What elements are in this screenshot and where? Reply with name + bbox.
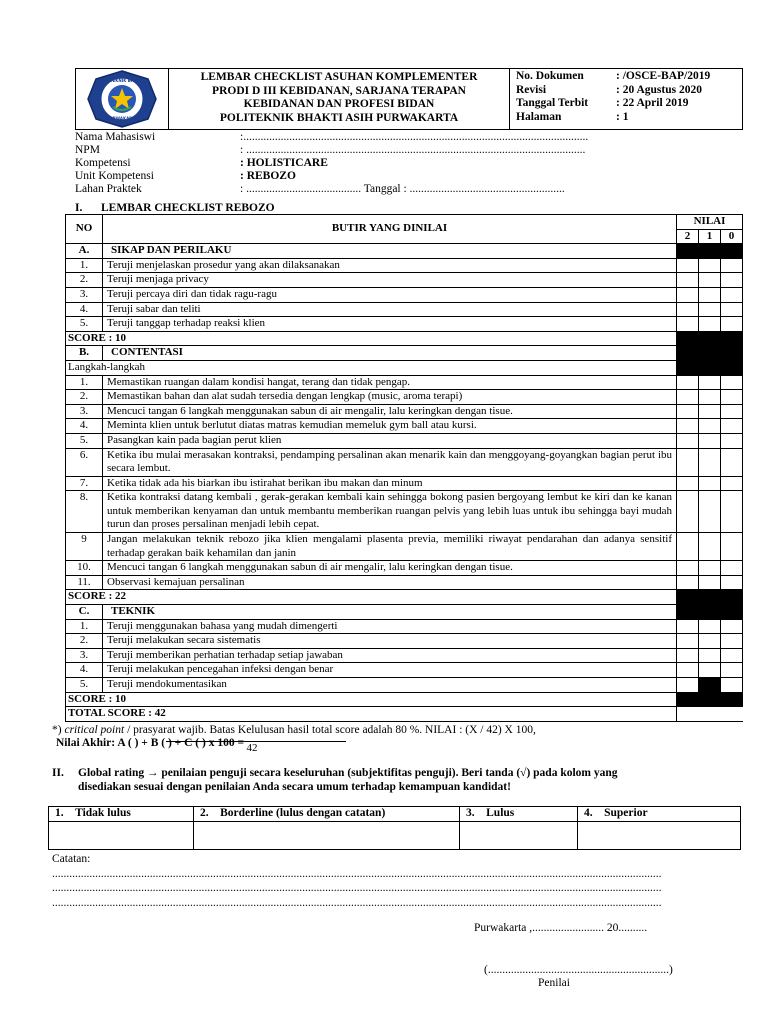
score-cell[interactable] — [677, 491, 699, 533]
meta-value: : /OSCE-BAP/2019 — [616, 70, 711, 82]
section-row — [66, 605, 743, 620]
score-cell[interactable] — [677, 634, 699, 649]
score-cell[interactable] — [721, 258, 743, 273]
score-cell[interactable] — [677, 476, 699, 491]
item-text: Ketika kontraksi datang kembali , gerak-gerakan kembali kain sehingga bokong pasien bergoyang lembut ke kiri dan ke kanan untuk memberikan kenyaman dan untuk membantu memberikan ruangan pelvis yang lebih luas untuk ibu sehingga bayi mudah turun dan proses persalinan menjadi lebih cepat. — [103, 491, 677, 533]
score-cell[interactable] — [721, 575, 743, 590]
col-item-header: BUTIR YANG DINILAI — [103, 215, 677, 244]
section-title: CONTENTASI — [103, 346, 677, 361]
logo-text-top: POLITEKNIK BHAKTI — [99, 78, 145, 83]
score-cell[interactable] — [699, 273, 721, 288]
score-cell[interactable] — [721, 273, 743, 288]
table-row — [66, 575, 743, 590]
score-cell[interactable] — [699, 561, 721, 576]
score-cell[interactable] — [677, 419, 699, 434]
score-cell[interactable] — [699, 663, 721, 678]
score-cell-disabled — [699, 605, 721, 620]
score-cell[interactable] — [677, 663, 699, 678]
rating-no: 2. — [200, 807, 209, 819]
formula-denominator — [166, 741, 346, 755]
header-title-line: KEBIDANAN DAN PROFESI BIDAN — [243, 98, 435, 110]
item-text: Meminta klien untuk berlutut diatas matras kemudian memeluk gym ball atau kursi. — [103, 419, 677, 434]
score-row — [66, 331, 743, 346]
score-cell[interactable] — [721, 433, 743, 448]
rating-label: Tidak lulus — [75, 807, 131, 819]
rating-checkbox-lulus[interactable] — [460, 822, 578, 850]
score-cell[interactable] — [677, 258, 699, 273]
score-cell-disabled — [699, 678, 721, 693]
rating-label: Borderline (lulus dengan catatan) — [220, 807, 386, 819]
score-cell[interactable] — [721, 448, 743, 476]
score-cell[interactable] — [677, 375, 699, 390]
table-header-row — [66, 215, 743, 230]
score-cell[interactable] — [721, 302, 743, 317]
document-meta — [510, 69, 742, 129]
score-cell-disabled — [677, 346, 699, 361]
score-cell[interactable] — [721, 619, 743, 634]
identity-row — [75, 131, 743, 144]
section-number: I. — [75, 202, 83, 214]
table-row — [66, 287, 743, 302]
section-number: II. — [52, 767, 64, 779]
table-row — [66, 561, 743, 576]
score-cell[interactable] — [721, 317, 743, 332]
score-cell[interactable] — [677, 448, 699, 476]
score-cell[interactable] — [699, 634, 721, 649]
item-number: 5. — [66, 433, 103, 448]
table-row — [66, 375, 743, 390]
meta-row — [516, 84, 742, 98]
score-cell-disabled — [677, 244, 699, 259]
subsection-row — [66, 360, 743, 375]
section-title: TEKNIK — [103, 605, 677, 620]
rating-no: 1. — [55, 807, 64, 819]
item-number: 1. — [66, 375, 103, 390]
item-number: 8. — [66, 491, 103, 533]
global-instruction-line2: disediakan sesuai dengan penilaian Anda secara umum terhadap kemampuan kandidat! — [78, 781, 511, 793]
item-number: 7. — [66, 476, 103, 491]
table-row — [66, 448, 743, 476]
score-cell-disabled — [721, 346, 743, 361]
item-text: Mencuci tangan 6 langkah menggunakan sabun di air mengalir, lalu keringkan dengan tisue. — [103, 561, 677, 576]
item-text: Teruji mendokumentasikan — [103, 678, 677, 693]
score-header: 2 — [677, 229, 699, 244]
item-number: 2. — [66, 273, 103, 288]
score-header: 1 — [699, 229, 721, 244]
score-cell-disabled — [677, 692, 699, 707]
score-row — [66, 590, 743, 605]
score-cell[interactable] — [721, 476, 743, 491]
score-cell[interactable] — [721, 533, 743, 561]
score-cell[interactable] — [677, 390, 699, 405]
total-blank-cell — [699, 707, 721, 722]
item-text: Teruji menjaga privacy — [103, 273, 677, 288]
score-cell[interactable] — [677, 648, 699, 663]
table-row — [66, 419, 743, 434]
meta-value: : 1 — [616, 110, 629, 123]
global-rating-table — [48, 806, 741, 850]
col-nilai-header: NILAI — [677, 215, 743, 230]
notes-label: Catatan: — [52, 853, 91, 865]
rating-no: 3. — [466, 807, 475, 819]
score-cell[interactable] — [721, 634, 743, 649]
score-row — [66, 692, 743, 707]
score-cell[interactable] — [677, 619, 699, 634]
item-text: Jangan melakukan teknik rebozo jika klien mengalami plasenta previa, memiliki riwayat pendarahan dan adanya sensitif terhadap gerakan baik kehamilan dan janin — [103, 533, 677, 561]
item-number: 4. — [66, 302, 103, 317]
table-row — [66, 533, 743, 561]
score-cell-disabled — [721, 244, 743, 259]
meta-key: No. Dokumen — [516, 70, 584, 82]
score-cell[interactable] — [721, 419, 743, 434]
institution-logo — [76, 69, 169, 129]
score-cell-disabled — [677, 590, 699, 605]
score-cell[interactable] — [721, 663, 743, 678]
rating-no: 4. — [584, 807, 593, 819]
total-score: TOTAL SCORE : 42 — [66, 707, 677, 722]
table-row — [66, 619, 743, 634]
item-number: 10. — [66, 561, 103, 576]
score-cell[interactable] — [699, 419, 721, 434]
notes-line-field[interactable]: .................................................................................................................................................................................................................... — [52, 882, 662, 894]
score-cell[interactable] — [699, 390, 721, 405]
score-cell-disabled — [699, 590, 721, 605]
table-row — [66, 491, 743, 533]
header-title-line: PRODI D III KEBIDANAN, SARJANA TERAPAN — [212, 84, 466, 97]
identity-label: Nama Mahasiswi — [75, 131, 156, 143]
identity-row — [75, 183, 743, 196]
meta-key: Revisi — [516, 83, 547, 96]
section-code: C. — [66, 605, 103, 620]
score-cell[interactable] — [677, 273, 699, 288]
item-text: Observasi kemajuan persalinan — [103, 575, 677, 590]
section-title-text: LEMBAR CHECKLIST REBOZO — [101, 202, 275, 214]
table-row — [66, 476, 743, 491]
rating-option-borderline — [194, 807, 460, 822]
meta-key: Tanggal Terbit — [516, 97, 589, 109]
score-cell-disabled — [677, 605, 699, 620]
rating-checkbox-superior[interactable] — [578, 822, 741, 850]
identity-label: Lahan Praktek — [75, 183, 142, 195]
identity-value-field[interactable]: :........................................................................................................................ — [240, 131, 589, 143]
score-cell-disabled — [699, 360, 721, 375]
score-cell-disabled — [677, 331, 699, 346]
score-cell[interactable] — [721, 491, 743, 533]
item-text: Teruji percaya diri dan tidak ragu-ragu — [103, 287, 677, 302]
item-number: 1. — [66, 258, 103, 273]
score-header: 0 — [721, 229, 743, 244]
identity-label: Kompetensi — [75, 157, 131, 169]
score-cell[interactable] — [677, 433, 699, 448]
meta-value: : 22 April 2019 — [616, 97, 689, 109]
score-cell[interactable] — [677, 317, 699, 332]
score-cell[interactable] — [699, 648, 721, 663]
score-cell[interactable] — [677, 287, 699, 302]
header-title-line: POLITEKNIK BHAKTI ASIH PURWAKARTA — [219, 111, 459, 124]
meta-key: Halaman — [516, 110, 562, 123]
score-cell[interactable] — [677, 302, 699, 317]
section-code: A. — [66, 244, 103, 259]
item-number: 5. — [66, 317, 103, 332]
header-title — [169, 69, 510, 129]
document-header — [75, 68, 743, 130]
checklist-body — [66, 244, 743, 722]
item-number: 4. — [66, 419, 103, 434]
total-blank-cell — [721, 707, 743, 722]
score-cell-disabled — [699, 331, 721, 346]
item-text: Ketika tidak ada his biarkan ibu istirahat berikan ibu makan dan minum — [103, 476, 677, 491]
table-row — [66, 634, 743, 649]
score-cell-disabled — [699, 692, 721, 707]
score-cell[interactable] — [677, 404, 699, 419]
rating-option-superior — [578, 807, 741, 822]
score-cell[interactable] — [677, 561, 699, 576]
item-text: Teruji sabar dan teliti — [103, 302, 677, 317]
meta-row — [516, 70, 742, 84]
item-text: Teruji menggunakan bahasa yang mudah dimengerti — [103, 619, 677, 634]
meta-value: : 20 Agustus 2020 — [616, 83, 702, 96]
identity-row — [75, 170, 743, 183]
meta-row — [516, 111, 742, 125]
score-cell[interactable] — [699, 287, 721, 302]
score-cell[interactable] — [677, 533, 699, 561]
table-row — [66, 390, 743, 405]
score-cell[interactable] — [699, 317, 721, 332]
section-row — [66, 346, 743, 361]
critical-italic: critical point — [64, 724, 125, 736]
section-title: SIKAP DAN PERILAKU — [103, 244, 677, 259]
score-cell-disabled — [699, 346, 721, 361]
signature-place-date[interactable]: Purwakarta ,......................... 20.......... — [474, 922, 648, 934]
item-text: Ketika ibu mulai merasakan kontraksi, pendamping persalinan akan menarik kain dan menggoyang-goyangkan bagian perut ibu secara lembut. — [103, 448, 677, 476]
table-row — [66, 678, 743, 693]
score-cell[interactable] — [699, 375, 721, 390]
item-number: 2. — [66, 634, 103, 649]
score-cell[interactable] — [699, 533, 721, 561]
item-text: Memastikan bahan dan alat sudah tersedia dengan lengkap (music, aroma terapi) — [103, 390, 677, 405]
item-text: Teruji menjelaskan prosedur yang akan dilaksanakan — [103, 258, 677, 273]
item-text: Teruji melakukan pencegahan infeksi dengan benar — [103, 663, 677, 678]
identity-value-field: : REBOZO — [240, 170, 296, 182]
notes-line-field[interactable]: .................................................................................................................................................................................................................... — [52, 896, 662, 909]
score-cell[interactable] — [721, 648, 743, 663]
signature-line[interactable]: (...............................................................) — [484, 964, 673, 976]
item-text: Teruji melakukan secara sistematis — [103, 634, 677, 649]
score-cell-disabled — [677, 360, 699, 375]
item-text: Pasangkan kain pada bagian perut klien — [103, 433, 677, 448]
item-number: 6. — [66, 448, 103, 476]
rating-label: Lulus — [486, 807, 515, 819]
score-cell[interactable] — [721, 390, 743, 405]
score-cell[interactable] — [699, 404, 721, 419]
score-cell[interactable] — [699, 619, 721, 634]
critical-rest: / prasyarat wajib. Batas Kelulusan hasil total score adalah 80 %. NILAI : (X / 42) X 100, — [124, 724, 536, 736]
score-cell[interactable] — [699, 258, 721, 273]
header-title-line: LEMBAR CHECKLIST ASUHAN KOMPLEMENTER — [200, 71, 478, 83]
item-number: 9 — [66, 533, 103, 561]
global-rating-header-row — [49, 807, 741, 822]
table-row — [66, 258, 743, 273]
item-number: 3. — [66, 287, 103, 302]
total-blank-cell — [677, 707, 699, 722]
score-cell-disabled — [721, 360, 743, 375]
identity-label: Unit Kompetensi — [75, 170, 154, 182]
total-row — [66, 707, 743, 722]
table-row — [66, 648, 743, 663]
polytechnic-logo-icon — [86, 69, 158, 129]
item-number: 4. — [66, 663, 103, 678]
item-number: 3. — [66, 648, 103, 663]
score-cell[interactable] — [677, 678, 699, 693]
score-cell[interactable] — [699, 575, 721, 590]
item-text: Teruji tanggap terhadap reaksi klien — [103, 317, 677, 332]
table-row — [66, 273, 743, 288]
item-number: 11. — [66, 575, 103, 590]
denominator-value: 42 — [246, 742, 258, 754]
rating-option-lulus — [460, 807, 578, 822]
rating-checkbox-tidak-lulus[interactable] — [49, 822, 194, 850]
scoring-notes — [52, 724, 742, 754]
global-line1 — [52, 766, 742, 780]
rating-label: Superior — [604, 807, 648, 819]
score-cell[interactable] — [677, 575, 699, 590]
global-rating-check-row — [49, 822, 741, 850]
checklist-table — [65, 214, 743, 722]
col-no-header: NO — [66, 215, 103, 244]
critical-prefix: *) — [52, 724, 65, 736]
item-text: Mencuci tangan 6 langkah menggunakan sabun di air mengalir, lalu keringkan dengan tisue. — [103, 404, 677, 419]
item-text: Teruji memberikan perhatian terhadap setiap jawaban — [103, 648, 677, 663]
item-text: Memastikan ruangan dalam kondisi hangat, terang dan tidak pengap. — [103, 375, 677, 390]
logo-text-bottom: PURWAKARTA — [106, 116, 138, 121]
section-score: SCORE : 10 — [66, 692, 677, 707]
notes-line-field[interactable]: .................................................................................................................................................................................................................... — [52, 867, 662, 880]
score-cell-disabled — [721, 331, 743, 346]
score-cell[interactable] — [699, 448, 721, 476]
table-row — [66, 663, 743, 678]
section-score: SCORE : 10 — [66, 331, 677, 346]
score-cell-disabled — [721, 590, 743, 605]
identity-value-field: : HOLISTICARE — [240, 157, 328, 169]
section-row — [66, 244, 743, 259]
score-cell-disabled — [721, 692, 743, 707]
table-row — [66, 302, 743, 317]
identity-fields — [75, 131, 743, 196]
item-number: 1. — [66, 619, 103, 634]
score-cell[interactable] — [721, 287, 743, 302]
meta-row — [516, 97, 742, 111]
score-cell[interactable] — [721, 561, 743, 576]
notes-section — [52, 852, 732, 910]
section-score: SCORE : 22 — [66, 590, 677, 605]
rating-checkbox-borderline[interactable] — [194, 822, 460, 850]
score-cell[interactable] — [699, 476, 721, 491]
score-cell[interactable] — [699, 433, 721, 448]
item-number: 5. — [66, 678, 103, 693]
final-score-formula: Nilai Akhir: A ( ) + B ( ) + C ( ) x 100 = — [56, 737, 245, 749]
identity-value-field[interactable]: : ...................................................................................................................... — [240, 144, 586, 156]
rating-option-tidak-lulus — [49, 807, 194, 822]
score-cell[interactable] — [721, 404, 743, 419]
critical-note — [52, 724, 742, 737]
score-cell-disabled — [721, 605, 743, 620]
identity-row — [75, 144, 743, 157]
signature-role: Penilai — [538, 977, 570, 989]
global-instruction: Global rating → penilaian penguji secara keseluruhan (subjektifitas penguji). Beri tanda (√) pada kolom yang — [78, 767, 618, 779]
table-row — [66, 317, 743, 332]
section-global-rating — [52, 766, 742, 794]
subsection-title: Langkah-langkah — [66, 360, 677, 375]
score-cell[interactable] — [721, 375, 743, 390]
score-cell[interactable] — [721, 678, 743, 693]
identity-label: NPM — [75, 144, 100, 156]
table-row — [66, 433, 743, 448]
table-row — [66, 404, 743, 419]
score-cell[interactable] — [699, 302, 721, 317]
section-code: B. — [66, 346, 103, 361]
identity-value-field[interactable]: : ........................................ Tanggal : ...................................................... — [240, 183, 565, 195]
item-number: 3. — [66, 404, 103, 419]
item-number: 2. — [66, 390, 103, 405]
score-cell-disabled — [699, 244, 721, 259]
score-cell[interactable] — [699, 491, 721, 533]
identity-row — [75, 157, 743, 170]
